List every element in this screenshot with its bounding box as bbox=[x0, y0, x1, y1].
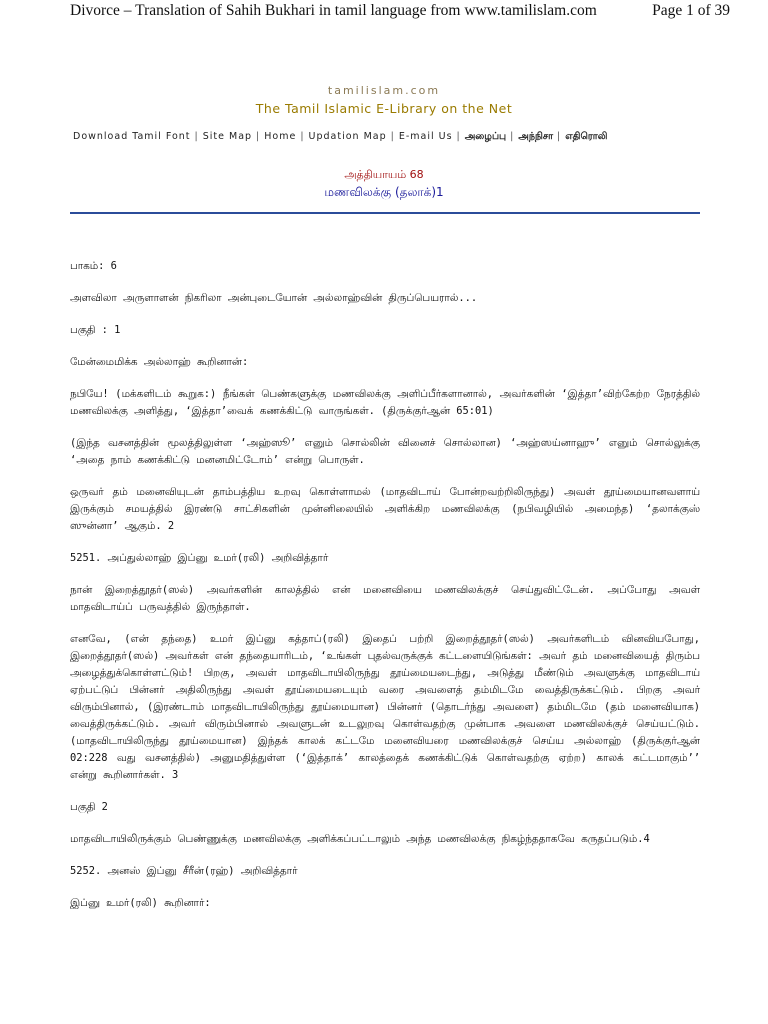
nav-link-email[interactable]: E-mail Us bbox=[398, 131, 453, 142]
nav-separator: | bbox=[256, 131, 261, 142]
nav-separator: | bbox=[300, 131, 305, 142]
site-name: tamilislam.com bbox=[327, 84, 441, 97]
chapter-number: அத்தியாயம் 68 bbox=[344, 168, 424, 181]
pdf-page-header bbox=[70, 0, 730, 22]
nav-link-download-font[interactable]: Download Tamil Font bbox=[73, 131, 191, 142]
nav-link-annisa[interactable]: அந்நிசா bbox=[518, 131, 554, 142]
divider bbox=[70, 212, 700, 214]
site-tagline: The Tamil Islamic E-Library on the Net bbox=[255, 101, 513, 116]
quote-intro: மேன்மைமிக்க அல்லாஹ் கூறினான்: bbox=[70, 356, 249, 368]
paragraph: இப்னு உமர்(ரலி) கூறினார்: bbox=[70, 897, 211, 909]
nav-separator: | bbox=[557, 131, 562, 142]
nav-separator: | bbox=[194, 131, 199, 142]
nav-bar bbox=[73, 131, 713, 143]
paragraph: நான் இறைத்தூதர்(ஸல்) அவர்களின் காலத்தில் என் மனைவியை மணவிலக்குச் செய்துவிட்டேன். அப்போது அவள் மாதவிடாய்ப் பருவத்தில் இருந்தாள். bbox=[70, 584, 700, 613]
nav-separator: | bbox=[510, 131, 515, 142]
paragraph: (இந்த வசனத்தின் மூலத்திலுள்ள ‘அஹ்ஸூ’ எனும் சொல்லின் வினைச் சொல்லான) ‘அஹ்ஸய்னாஹு’ எனும் சொல்லுக்கு ‘அதை நாம் கணக்கிட்டு மனனமிட்டோம்’ என்று பொருள். bbox=[70, 437, 700, 466]
document-title: Divorce – Translation of Sahih Bukhari in tamil language from www.tamilislam.com bbox=[70, 2, 597, 19]
nav-link-home[interactable]: Home bbox=[264, 131, 297, 142]
hadith-number: 5251. அப்துல்லாஹ் இப்னு உமர்(ரலி) அறிவித்தார் bbox=[70, 552, 329, 564]
nav-link-site-map[interactable]: Site Map bbox=[202, 131, 253, 142]
nav-separator: | bbox=[390, 131, 395, 142]
chapter-title: மணவிலக்கு (தலாக்)1 bbox=[324, 185, 444, 199]
section-heading: பகுதி : 1 bbox=[70, 324, 121, 336]
section-heading: பகுதி 2 bbox=[70, 801, 108, 813]
hadith-number: 5252. அனஸ் இப்னு சீரீன்(ரஹ்) அறிவித்தார் bbox=[70, 865, 298, 877]
paragraph: நபியே! (மக்களிடம் கூறுக:) நீங்கள் பெண்களுக்கு மணவிலக்கு அளிப்பீர்களானால், அவர்களின் ‘இத்தா’விற்கேற்ற நேரத்தில் மணவிலக்கு அளித்து, ‘இத்தா’வைக் கணக்கிட்டு வாருங்கள். (திருக்குர்ஆன் 65:01) bbox=[70, 388, 700, 417]
nav-link-azhaippu[interactable]: அழைப்பு bbox=[464, 131, 507, 142]
nav-separator: | bbox=[456, 131, 461, 142]
article-body bbox=[70, 258, 700, 927]
paragraph: மாதவிடாயிலிருக்கும் பெண்ணுக்கு மணவிலக்கு அளிக்கப்பட்டாலும் அந்த மணவிலக்கு நிகழ்ந்ததாகவே கருதப்படும்.4 bbox=[70, 833, 650, 845]
volume-label: பாகம்: 6 bbox=[70, 260, 117, 272]
basmala: அளவிலா அருளாளன் நிகரிலா அன்புடையோன் அல்லாஹ்வின் திருப்பெயரால்... bbox=[70, 292, 478, 304]
nav-link-ethiroli[interactable]: எதிரொலி bbox=[565, 131, 608, 142]
page-number: Page 1 of 39 bbox=[652, 2, 730, 19]
paragraph: ஒருவர் தம் மனைவியுடன் தாம்பத்திய உறவு கொள்ளாமல் (மாதவிடாய் போன்றவற்றிலிருந்து) அவள் தூய்மையானவளாய் இருக்கும் சமயத்தில் இரண்டு சாட்சிகளின் முன்னிலையில் அளிக்கிற மணவிலக்கு (நபிவழியில் அமைந்த) ‘தலாக்குஸ் ஸுன்னா’ ஆகும். 2 bbox=[70, 486, 700, 532]
paragraph: எனவே, (என் தந்தை) உமர் இப்னு கத்தாப்(ரலி) இதைப் பற்றி இறைத்தூதர்(ஸல்) அவர்களிடம் வினவியபோது, இறைத்தூதர்(ஸல்) அவர்கள் என் தந்தையாரிடம், ‘உங்கள் புதல்வருக்குக் கட்டளையிடுங்கள்: அவர் தம் மனைவியைத் திரும்ப அழைத்துக்கொள்ளட்டும்! பிறகு, அவள் மாதவிடாயிலிருந்து தூய்மையடைந்து, அடுத்து மீண்டும் அவளுக்கு மாதவிடாய் ஏற்பட்டுப் பின்னர் அதிலிருந்து அவள் தூய்மையடையும் வரை அவளைத் தம்மிடமே வைத்திருக்கட்டும். பிறகு அவர் விரும்பினால், (இரண்டாம் மாதவிடாயிலிருந்து தூய்மையான) பின்னர் (தொடர்ந்து அவளை) தம்மிடமே (தம் மனைவியாக) வைத்திருக்கட்டும். அவர் விரும்பினால் அவளுடன் உடலுறவு கொள்வதற்கு முன்பாக அவளை மணவிலக்குச் செய்யட்டும். (மாதவிடாயிலிருந்து தூய்மையான) இந்தக் காலக் கட்டமே மனைவியரை மணவிலக்குச் செய்ய அல்லாஹ் (திருக்குர்ஆன் 02:228 வது வசனத்தில்) அனுமதித்துள்ள (‘இத்தாக்’ காலத்தைக் கணக்கிட்டுக் கொள்வதற்கு ஏற்ற) காலக் கட்டமாகும்’’ என்று கூறினார்கள். 3 bbox=[70, 633, 700, 781]
nav-link-updation-map[interactable]: Updation Map bbox=[308, 131, 387, 142]
